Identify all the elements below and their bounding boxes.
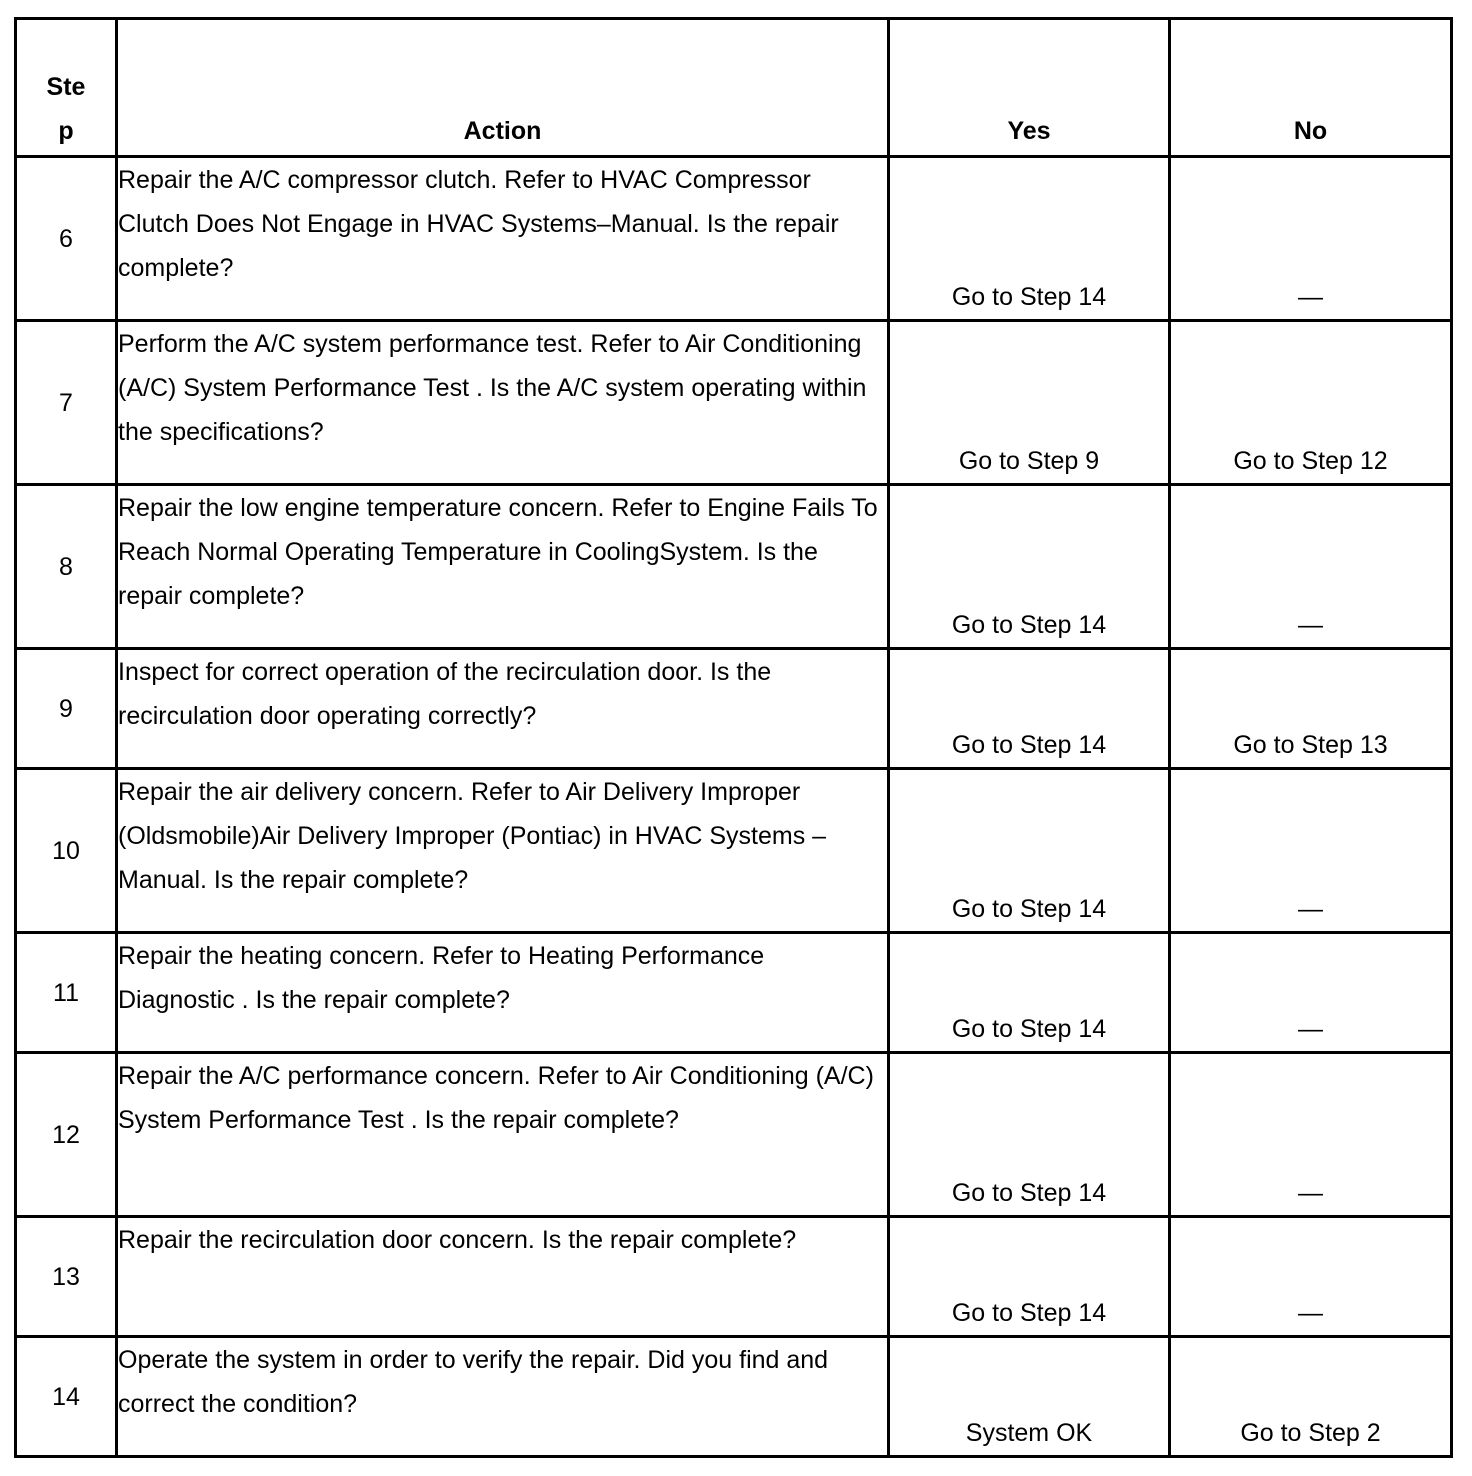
step-cell: 10 <box>16 769 117 933</box>
header-row <box>16 19 1452 157</box>
no-cell: — <box>1170 157 1452 321</box>
header-step-text: Step <box>46 73 86 145</box>
table-row <box>16 769 1452 933</box>
yes-cell: Go to Step 9 <box>889 321 1170 485</box>
action-cell: Operate the system in order to verify the repair. Did you find and correct the condition? <box>117 1337 889 1457</box>
step-cell: 14 <box>16 1337 117 1457</box>
yes-cell: Go to Step 14 <box>889 157 1170 321</box>
yes-cell: Go to Step 14 <box>889 769 1170 933</box>
header-step <box>16 19 117 157</box>
table-row <box>16 1337 1452 1457</box>
table-row <box>16 649 1452 769</box>
yes-cell: Go to Step 14 <box>889 1053 1170 1217</box>
action-cell: Repair the A/C performance concern. Refer to Air Conditioning (A/C) System Performance Test . Is the repair complete? <box>117 1053 889 1217</box>
step-cell: 9 <box>16 649 117 769</box>
action-cell: Repair the heating concern. Refer to Heating Performance Diagnostic . Is the repair complete? <box>117 933 889 1053</box>
table-row <box>16 321 1452 485</box>
table-row <box>16 157 1452 321</box>
no-cell: Go to Step 13 <box>1170 649 1452 769</box>
table-row <box>16 933 1452 1053</box>
action-cell: Inspect for correct operation of the recirculation door. Is the recirculation door operating correctly? <box>117 649 889 769</box>
table-row <box>16 1217 1452 1337</box>
yes-cell: System OK <box>889 1337 1170 1457</box>
no-cell: Go to Step 2 <box>1170 1337 1452 1457</box>
action-cell: Repair the low engine temperature concern. Refer to Engine Fails To Reach Normal Operating Temperature in CoolingSystem. Is the repair complete? <box>117 485 889 649</box>
yes-cell: Go to Step 14 <box>889 933 1170 1053</box>
action-cell: Repair the A/C compressor clutch. Refer to HVAC Compressor Clutch Does Not Engage in HVAC Systems–Manual. Is the repair complete? <box>117 157 889 321</box>
no-cell: — <box>1170 933 1452 1053</box>
table-row <box>16 485 1452 649</box>
step-cell: 12 <box>16 1053 117 1217</box>
step-cell: 7 <box>16 321 117 485</box>
yes-cell: Go to Step 14 <box>889 649 1170 769</box>
yes-cell: Go to Step 14 <box>889 1217 1170 1337</box>
step-cell: 11 <box>16 933 117 1053</box>
step-cell: 8 <box>16 485 117 649</box>
yes-cell: Go to Step 14 <box>889 485 1170 649</box>
action-cell: Repair the recirculation door concern. Is the repair complete? <box>117 1217 889 1337</box>
header-no: No <box>1170 19 1452 157</box>
step-cell: 13 <box>16 1217 117 1337</box>
header-yes: Yes <box>889 19 1170 157</box>
header-action: Action <box>117 19 889 157</box>
no-cell: — <box>1170 769 1452 933</box>
action-cell: Perform the A/C system performance test. Refer to Air Conditioning (A/C) System Performance Test . Is the A/C system operating within the specifications? <box>117 321 889 485</box>
diagnostic-table <box>14 17 1453 1458</box>
step-cell: 6 <box>16 157 117 321</box>
no-cell: — <box>1170 1053 1452 1217</box>
no-cell: — <box>1170 485 1452 649</box>
no-cell: Go to Step 12 <box>1170 321 1452 485</box>
table-row <box>16 1053 1452 1217</box>
action-cell: Repair the air delivery concern. Refer to Air Delivery Improper (Oldsmobile)Air Delivery Improper (Pontiac) in HVAC Systems – Manual. Is the repair complete? <box>117 769 889 933</box>
no-cell: — <box>1170 1217 1452 1337</box>
